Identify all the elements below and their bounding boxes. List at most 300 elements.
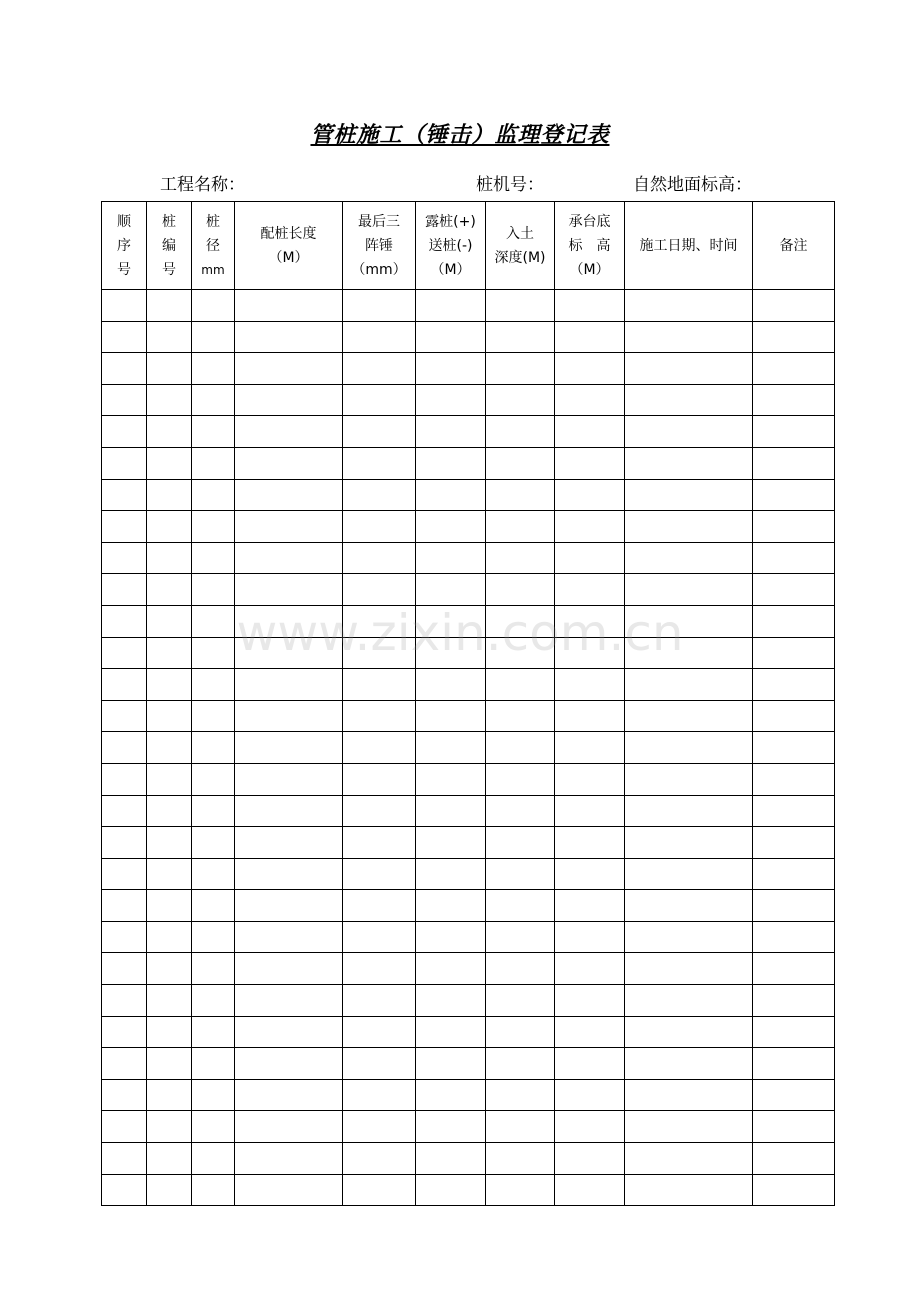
table-cell[interactable]	[486, 605, 555, 637]
table-cell[interactable]	[343, 795, 416, 827]
table-cell[interactable]	[192, 953, 235, 985]
table-cell[interactable]	[753, 890, 835, 922]
table-cell[interactable]	[192, 542, 235, 574]
table-cell[interactable]	[192, 574, 235, 606]
table-cell[interactable]	[235, 921, 343, 953]
table-cell[interactable]	[235, 321, 343, 353]
table-cell[interactable]	[486, 985, 555, 1017]
table-cell[interactable]	[343, 574, 416, 606]
table-cell[interactable]	[343, 447, 416, 479]
table-cell[interactable]	[343, 416, 416, 448]
table-cell[interactable]	[147, 700, 192, 732]
table-cell[interactable]	[235, 1048, 343, 1080]
table-cell[interactable]	[147, 890, 192, 922]
table-cell[interactable]	[486, 732, 555, 764]
table-cell[interactable]	[147, 321, 192, 353]
table-cell[interactable]	[625, 321, 753, 353]
table-cell[interactable]	[625, 637, 753, 669]
table-cell[interactable]	[486, 479, 555, 511]
table-cell[interactable]	[235, 732, 343, 764]
table-cell[interactable]	[555, 321, 625, 353]
table-cell[interactable]	[416, 574, 486, 606]
table-row	[102, 890, 835, 922]
table-cell[interactable]	[753, 605, 835, 637]
table-cell[interactable]	[486, 637, 555, 669]
table-cell[interactable]	[343, 605, 416, 637]
table-cell[interactable]	[192, 795, 235, 827]
table-cell[interactable]	[555, 416, 625, 448]
table-cell[interactable]	[192, 479, 235, 511]
table-cell[interactable]	[192, 858, 235, 890]
table-cell[interactable]	[416, 1016, 486, 1048]
table-cell[interactable]	[486, 447, 555, 479]
table-cell[interactable]	[192, 447, 235, 479]
table-cell[interactable]	[625, 858, 753, 890]
table-cell[interactable]	[343, 763, 416, 795]
table-cell[interactable]	[625, 574, 753, 606]
table-cell[interactable]	[192, 1079, 235, 1111]
table-cell[interactable]	[147, 353, 192, 385]
table-cell[interactable]	[147, 479, 192, 511]
table-cell[interactable]	[486, 416, 555, 448]
table-cell[interactable]	[102, 985, 147, 1017]
table-cell[interactable]	[416, 1048, 486, 1080]
table-cell[interactable]	[555, 479, 625, 511]
table-cell[interactable]	[625, 511, 753, 543]
table-cell[interactable]	[416, 1143, 486, 1175]
table-cell[interactable]	[102, 384, 147, 416]
table-cell[interactable]	[486, 921, 555, 953]
table-cell[interactable]	[486, 542, 555, 574]
table-row	[102, 669, 835, 701]
table-cell[interactable]	[625, 605, 753, 637]
table-cell[interactable]	[102, 763, 147, 795]
table-cell[interactable]	[753, 416, 835, 448]
table-cell[interactable]	[192, 669, 235, 701]
table-cell[interactable]	[486, 669, 555, 701]
table-cell[interactable]	[486, 858, 555, 890]
table-cell[interactable]	[147, 605, 192, 637]
table-cell[interactable]	[555, 511, 625, 543]
table-cell[interactable]	[147, 1016, 192, 1048]
table-row	[102, 1143, 835, 1175]
table-cell[interactable]	[102, 921, 147, 953]
table-cell[interactable]	[102, 290, 147, 322]
table-cell[interactable]	[102, 637, 147, 669]
table-cell[interactable]	[235, 511, 343, 543]
table-cell[interactable]	[235, 605, 343, 637]
table-cell[interactable]	[235, 447, 343, 479]
table-cell[interactable]	[486, 953, 555, 985]
table-cell[interactable]	[102, 858, 147, 890]
table-cell[interactable]	[753, 447, 835, 479]
table-cell[interactable]	[555, 353, 625, 385]
table-cell[interactable]	[416, 542, 486, 574]
table-cell[interactable]	[235, 700, 343, 732]
table-cell[interactable]	[102, 669, 147, 701]
table-cell[interactable]	[625, 353, 753, 385]
table-cell[interactable]	[486, 827, 555, 859]
table-cell[interactable]	[625, 1143, 753, 1175]
table-cell[interactable]	[192, 290, 235, 322]
table-cell[interactable]	[235, 1016, 343, 1048]
table-cell[interactable]	[486, 353, 555, 385]
table-cell[interactable]	[147, 921, 192, 953]
table-cell[interactable]	[343, 827, 416, 859]
table-row	[102, 732, 835, 764]
table-cell[interactable]	[753, 700, 835, 732]
table-cell[interactable]	[147, 447, 192, 479]
table-cell[interactable]	[192, 637, 235, 669]
table-cell[interactable]	[235, 953, 343, 985]
table-cell[interactable]	[625, 985, 753, 1017]
table-cell[interactable]	[235, 637, 343, 669]
table-cell[interactable]	[192, 1016, 235, 1048]
table-cell[interactable]	[486, 321, 555, 353]
table-cell[interactable]	[555, 795, 625, 827]
table-cell[interactable]	[486, 1016, 555, 1048]
table-cell[interactable]	[235, 1079, 343, 1111]
table-cell[interactable]	[192, 827, 235, 859]
table-cell[interactable]	[102, 511, 147, 543]
table-cell[interactable]	[753, 542, 835, 574]
table-cell[interactable]	[343, 542, 416, 574]
table-cell[interactable]	[147, 511, 192, 543]
table-cell[interactable]	[753, 290, 835, 322]
table-cell[interactable]	[753, 827, 835, 859]
table-cell[interactable]	[192, 1143, 235, 1175]
table-cell[interactable]	[147, 669, 192, 701]
table-cell[interactable]	[486, 1079, 555, 1111]
table-cell[interactable]	[192, 416, 235, 448]
table-cell[interactable]	[625, 827, 753, 859]
table-cell[interactable]	[753, 479, 835, 511]
table-cell[interactable]	[102, 574, 147, 606]
table-cell[interactable]	[416, 1111, 486, 1143]
table-cell[interactable]	[192, 700, 235, 732]
table-cell[interactable]	[555, 542, 625, 574]
table-cell[interactable]	[192, 353, 235, 385]
table-cell[interactable]	[416, 795, 486, 827]
table-cell[interactable]	[416, 1174, 486, 1206]
table-cell[interactable]	[555, 1048, 625, 1080]
table-cell[interactable]	[753, 1048, 835, 1080]
table-cell[interactable]	[753, 763, 835, 795]
table-cell[interactable]	[416, 858, 486, 890]
table-cell[interactable]	[235, 1143, 343, 1175]
table-cell[interactable]	[235, 416, 343, 448]
table-cell[interactable]	[625, 416, 753, 448]
table-cell[interactable]	[555, 605, 625, 637]
table-cell[interactable]	[147, 827, 192, 859]
table-cell[interactable]	[416, 384, 486, 416]
table-cell[interactable]	[753, 1143, 835, 1175]
table-cell[interactable]	[555, 637, 625, 669]
table-cell[interactable]	[625, 1111, 753, 1143]
table-cell[interactable]	[343, 1079, 416, 1111]
table-cell[interactable]	[625, 763, 753, 795]
table-cell[interactable]	[102, 1016, 147, 1048]
table-cell[interactable]	[753, 1016, 835, 1048]
table-cell[interactable]	[555, 1079, 625, 1111]
table-cell[interactable]	[753, 953, 835, 985]
table-cell[interactable]	[343, 985, 416, 1017]
table-cell[interactable]	[486, 574, 555, 606]
table-cell[interactable]	[147, 732, 192, 764]
table-cell[interactable]	[102, 1079, 147, 1111]
table-cell[interactable]	[753, 858, 835, 890]
table-cell[interactable]	[102, 447, 147, 479]
table-cell[interactable]	[555, 290, 625, 322]
table-cell[interactable]	[753, 732, 835, 764]
table-cell[interactable]	[235, 1111, 343, 1143]
table-cell[interactable]	[147, 953, 192, 985]
table-cell[interactable]	[625, 1174, 753, 1206]
table-cell[interactable]	[416, 353, 486, 385]
table-cell[interactable]	[343, 321, 416, 353]
table-cell[interactable]	[192, 890, 235, 922]
table-cell[interactable]	[147, 795, 192, 827]
table-cell[interactable]	[343, 1048, 416, 1080]
table-cell[interactable]	[192, 763, 235, 795]
table-cell[interactable]	[416, 827, 486, 859]
table-cell[interactable]	[235, 353, 343, 385]
table-cell[interactable]	[192, 511, 235, 543]
table-cell[interactable]	[555, 985, 625, 1017]
table-cell[interactable]	[147, 1111, 192, 1143]
table-cell[interactable]	[192, 1174, 235, 1206]
table-cell[interactable]	[343, 384, 416, 416]
table-cell[interactable]	[753, 1079, 835, 1111]
table-cell[interactable]	[625, 1048, 753, 1080]
table-cell[interactable]	[625, 890, 753, 922]
table-cell[interactable]	[343, 353, 416, 385]
table-cell[interactable]	[343, 511, 416, 543]
table-cell[interactable]	[625, 732, 753, 764]
table-cell[interactable]	[192, 1048, 235, 1080]
table-cell[interactable]	[416, 637, 486, 669]
table-cell[interactable]	[102, 795, 147, 827]
table-cell[interactable]	[343, 290, 416, 322]
table-cell[interactable]	[625, 1079, 753, 1111]
table-cell[interactable]	[343, 669, 416, 701]
table-row	[102, 605, 835, 637]
table-cell[interactable]	[147, 763, 192, 795]
table-cell[interactable]	[625, 700, 753, 732]
table-cell[interactable]	[486, 700, 555, 732]
table-row	[102, 1048, 835, 1080]
table-cell[interactable]	[343, 1174, 416, 1206]
table-cell[interactable]	[102, 605, 147, 637]
table-cell[interactable]	[625, 447, 753, 479]
table-cell[interactable]	[102, 732, 147, 764]
table-cell[interactable]	[555, 1016, 625, 1048]
table-cell[interactable]	[235, 795, 343, 827]
table-cell[interactable]	[555, 447, 625, 479]
table-cell[interactable]	[235, 858, 343, 890]
table-cell[interactable]	[235, 985, 343, 1017]
table-cell[interactable]	[555, 384, 625, 416]
table-cell[interactable]	[555, 890, 625, 922]
table-cell[interactable]	[192, 384, 235, 416]
table-cell[interactable]	[343, 1111, 416, 1143]
table-cell[interactable]	[486, 1143, 555, 1175]
table-cell[interactable]	[555, 574, 625, 606]
table-cell[interactable]	[235, 763, 343, 795]
table-cell[interactable]	[486, 1174, 555, 1206]
table-cell[interactable]	[235, 574, 343, 606]
table-cell[interactable]	[625, 795, 753, 827]
table-cell[interactable]	[192, 1111, 235, 1143]
table-cell[interactable]	[416, 290, 486, 322]
table-cell[interactable]	[555, 1111, 625, 1143]
table-cell[interactable]	[555, 732, 625, 764]
table-cell[interactable]	[147, 1174, 192, 1206]
table-cell[interactable]	[753, 511, 835, 543]
table-cell[interactable]	[486, 890, 555, 922]
table-cell[interactable]	[343, 1016, 416, 1048]
table-cell[interactable]	[192, 732, 235, 764]
table-cell[interactable]	[102, 827, 147, 859]
table-cell[interactable]	[625, 1016, 753, 1048]
table-cell[interactable]	[192, 321, 235, 353]
table-cell[interactable]	[625, 542, 753, 574]
table-cell[interactable]	[625, 669, 753, 701]
table-cell[interactable]	[147, 416, 192, 448]
table-cell[interactable]	[416, 732, 486, 764]
table-cell[interactable]	[555, 953, 625, 985]
table-cell[interactable]	[486, 1048, 555, 1080]
project-name-label: 工程名称：	[160, 175, 245, 195]
table-cell[interactable]	[416, 669, 486, 701]
table-cell[interactable]	[486, 1111, 555, 1143]
table-cell[interactable]	[343, 890, 416, 922]
table-row	[102, 700, 835, 732]
table-cell[interactable]	[102, 1111, 147, 1143]
table-cell[interactable]	[102, 321, 147, 353]
table-cell[interactable]	[343, 1143, 416, 1175]
table-cell[interactable]	[625, 921, 753, 953]
table-cell[interactable]	[416, 605, 486, 637]
table-cell[interactable]	[147, 1048, 192, 1080]
table-cell[interactable]	[147, 1143, 192, 1175]
table-row	[102, 321, 835, 353]
table-cell[interactable]	[416, 479, 486, 511]
table-cell[interactable]	[486, 795, 555, 827]
table-cell[interactable]	[555, 1143, 625, 1175]
table-cell[interactable]	[753, 985, 835, 1017]
table-cell[interactable]	[486, 511, 555, 543]
table-cell[interactable]	[102, 953, 147, 985]
table-cell[interactable]	[555, 669, 625, 701]
table-cell[interactable]	[102, 890, 147, 922]
table-cell[interactable]	[235, 1174, 343, 1206]
table-cell[interactable]	[555, 827, 625, 859]
table-cell[interactable]	[416, 763, 486, 795]
table-cell[interactable]	[486, 384, 555, 416]
table-cell[interactable]	[343, 953, 416, 985]
table-cell[interactable]	[102, 1048, 147, 1080]
table-cell[interactable]	[555, 1174, 625, 1206]
table-cell[interactable]	[343, 732, 416, 764]
table-cell[interactable]	[416, 921, 486, 953]
table-cell[interactable]	[753, 353, 835, 385]
table-cell[interactable]	[192, 605, 235, 637]
table-cell[interactable]	[147, 574, 192, 606]
table-cell[interactable]	[416, 890, 486, 922]
table-cell[interactable]	[235, 542, 343, 574]
table-cell[interactable]	[102, 479, 147, 511]
table-cell[interactable]	[235, 384, 343, 416]
table-cell[interactable]	[753, 669, 835, 701]
table-cell[interactable]	[343, 921, 416, 953]
table-cell[interactable]	[343, 479, 416, 511]
table-cell[interactable]	[147, 290, 192, 322]
table-cell[interactable]	[625, 479, 753, 511]
table-cell[interactable]	[416, 953, 486, 985]
table-cell[interactable]	[102, 542, 147, 574]
table-cell[interactable]	[235, 290, 343, 322]
table-cell[interactable]	[235, 890, 343, 922]
table-cell[interactable]	[753, 1174, 835, 1206]
table-cell[interactable]	[625, 384, 753, 416]
table-cell[interactable]	[102, 416, 147, 448]
table-cell[interactable]	[102, 353, 147, 385]
table-cell[interactable]	[555, 858, 625, 890]
table-cell[interactable]	[147, 637, 192, 669]
table-cell[interactable]	[416, 985, 486, 1017]
table-cell[interactable]	[416, 700, 486, 732]
table-cell[interactable]	[416, 511, 486, 543]
table-cell[interactable]	[555, 763, 625, 795]
table-cell[interactable]	[102, 1174, 147, 1206]
table-cell[interactable]	[625, 953, 753, 985]
table-cell[interactable]	[753, 637, 835, 669]
table-cell[interactable]	[235, 827, 343, 859]
table-cell[interactable]	[625, 290, 753, 322]
table-cell[interactable]	[555, 921, 625, 953]
table-cell[interactable]	[416, 416, 486, 448]
table-cell[interactable]	[235, 479, 343, 511]
table-cell[interactable]	[486, 290, 555, 322]
table-cell[interactable]	[343, 700, 416, 732]
table-cell[interactable]	[343, 637, 416, 669]
table-cell[interactable]	[555, 700, 625, 732]
table-cell[interactable]	[416, 447, 486, 479]
table-cell[interactable]	[192, 985, 235, 1017]
table-cell[interactable]	[753, 321, 835, 353]
table-cell[interactable]	[753, 384, 835, 416]
table-cell[interactable]	[192, 921, 235, 953]
table-cell[interactable]	[102, 1143, 147, 1175]
table-cell[interactable]	[147, 384, 192, 416]
table-cell[interactable]	[343, 858, 416, 890]
table-cell[interactable]	[416, 321, 486, 353]
table-cell[interactable]	[753, 1111, 835, 1143]
table-row	[102, 511, 835, 543]
table-cell[interactable]	[753, 795, 835, 827]
table-cell[interactable]	[235, 669, 343, 701]
table-cell[interactable]	[753, 574, 835, 606]
table-cell[interactable]	[102, 700, 147, 732]
table-cell[interactable]	[486, 763, 555, 795]
table-cell[interactable]	[753, 921, 835, 953]
table-cell[interactable]	[147, 1079, 192, 1111]
table-cell[interactable]	[147, 542, 192, 574]
table-cell[interactable]	[147, 858, 192, 890]
table-cell[interactable]	[416, 1079, 486, 1111]
table-cell[interactable]	[147, 985, 192, 1017]
